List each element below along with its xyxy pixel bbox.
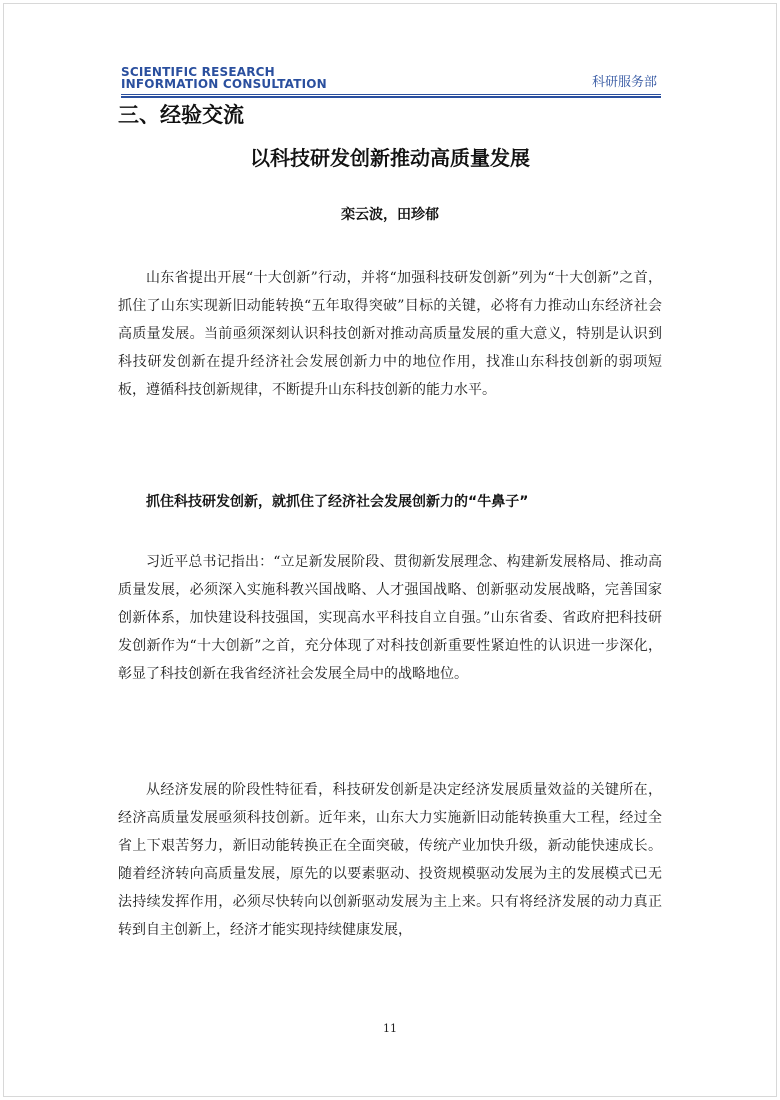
paragraph-1: 山东省提出开展“十大创新”行动，并将“加强科技研发创新”列为“十大创新”之首，抓住了山东实现新旧动能转换“五年取得突破”目标的关键，必将有力推动山东经济社会高质量发展。当前亟须深刻认识科技创新对推动高质量发展的重大意义，特别是认识到科技研发创新在提升经济社会发展创新力中的地位作用，找准山东科技创新的弱项短板，遵循科技创新规律，不断提升山东科技创新的能力水平。 <box>118 270 662 398</box>
page-header <box>121 66 661 98</box>
article-authors: 栾云波，田珍郁 <box>341 207 439 223</box>
brand-line-2: INFORMATION CONSULTATION <box>121 77 327 91</box>
page-number: 11 <box>383 1022 397 1035</box>
department-label: 科研服务部 <box>591 75 657 90</box>
article-subheading: 抓住科技研发创新，就抓住了经济社会发展创新力的“牛鼻子” <box>146 494 529 510</box>
header-rule-thin <box>121 94 661 95</box>
brand-line-1: SCIENTIFIC RESEARCH <box>121 65 275 79</box>
section-heading: 三、经验交流 <box>118 103 244 127</box>
brand-logo-text <box>121 66 327 90</box>
header-rule-thick <box>121 96 661 98</box>
paragraph-3: 从经济发展的阶段性特征看，科技研发创新是决定经济发展质量效益的关键所在，经济高质量发展亟须科技创新。近年来，山东大力实施新旧动能转换重大工程，经过全省上下艰苦努力，新旧动能转换正在全面突破，传统产业加快升级，新动能快速成长。随着经济转向高质量发展，原先的以要素驱动、投资规模驱动发展为主的发展模式已无法持续发挥作用，必须尽快转向以创新驱动发展为主上来。只有将经济发展的动力真正转到自主创新上，经济才能实现持续健康发展， <box>118 782 662 938</box>
paragraph-2: 习近平总书记指出：“立足新发展阶段、贯彻新发展理念、构建新发展格局、推动高质量发展，必须深入实施科教兴国战略、人才强国战略、创新驱动发展战略，完善国家创新体系，加快建设科技强国，实现高水平科技自立自强。”山东省委、省政府把科技研发创新作为“十大创新”之首，充分体现了对科技创新重要性紧迫性的认识进一步深化，彰显了科技创新在我省经济社会发展全局中的战略地位。 <box>118 554 662 682</box>
article-title: 以科技研发创新推动高质量发展 <box>250 146 530 170</box>
